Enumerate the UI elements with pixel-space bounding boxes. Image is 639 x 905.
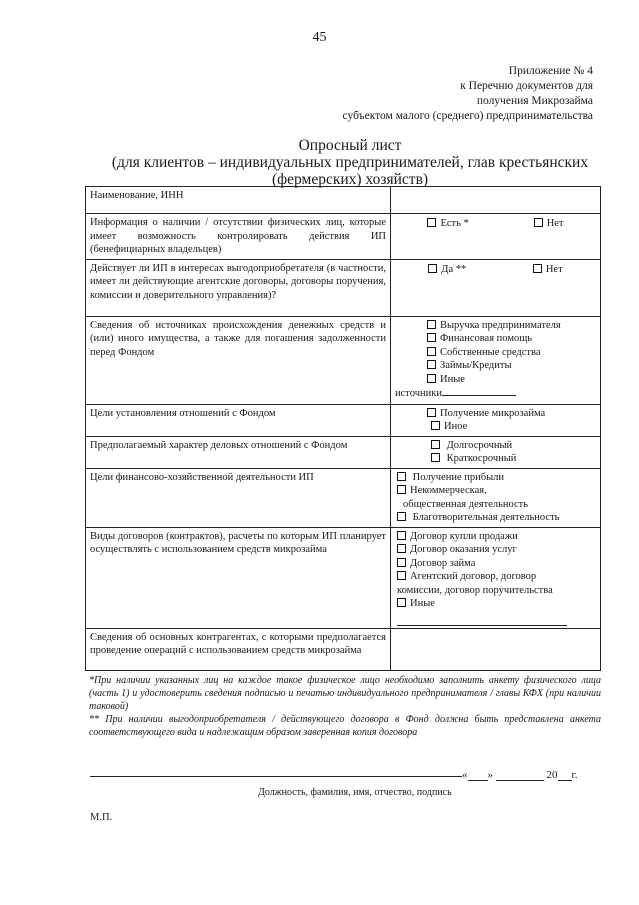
table-row [86, 404, 601, 436]
date-field[interactable]: « » 20 г. [462, 769, 578, 781]
option-agency-contract[interactable]: Агентский договор, договор [397, 570, 596, 584]
option-financial-aid[interactable]: Финансовая помощь [427, 332, 596, 346]
checkbox-icon[interactable] [397, 485, 406, 494]
table-row [86, 214, 601, 260]
checkbox-icon[interactable] [431, 440, 440, 449]
other-contract-line[interactable] [397, 613, 567, 626]
checkbox-icon[interactable] [427, 333, 436, 342]
table-row [86, 187, 601, 214]
option-other[interactable]: Иные [427, 373, 596, 387]
table-row [86, 628, 601, 670]
appendix-line: к Перечню документов для [460, 80, 593, 92]
option-profit[interactable]: Получение прибыли [397, 471, 596, 485]
checkbox-icon[interactable] [397, 512, 406, 521]
checkbox-icon[interactable] [427, 360, 436, 369]
option-charity[interactable]: Благотворительная деятельность [397, 511, 596, 525]
question-name-inn: Наименование, ИНН [86, 187, 391, 214]
checkbox-icon[interactable] [397, 544, 406, 553]
option-non-commercial[interactable]: Некоммерческая, [397, 484, 596, 498]
option-yes[interactable]: Есть * [427, 217, 468, 231]
option-get-microloan[interactable]: Получение микрозайма [427, 407, 596, 421]
answer-relationship-goals [391, 404, 601, 436]
question-relationship-nature: Предполагаемый характер деловых отношений с Фондом [86, 436, 391, 468]
footnote-1: *При наличии указанных лиц на каждое такое физическое лицо необходимо заполнить анкету физического лица (часть 1) и удостоверить сведения подписью и печатью индивидуального предпринимателя / главы КФХ (при наличии таковой) [89, 675, 601, 712]
checkbox-icon[interactable] [397, 531, 406, 540]
answer-counterparties-field[interactable] [391, 628, 601, 670]
checkbox-icon[interactable] [428, 264, 437, 273]
signature-line[interactable] [90, 776, 462, 777]
form-title [90, 137, 610, 188]
checkbox-icon[interactable] [431, 421, 440, 430]
table-row [86, 436, 601, 468]
option-sale-contract[interactable]: Договор купли продажи [397, 530, 596, 544]
question-business-goals: Цели финансово-хозяйственной деятельности ИП [86, 468, 391, 527]
footnotes [89, 674, 601, 739]
title-main: Опросный лист [298, 137, 402, 154]
appendix-line: субъектом малого (среднего) предпринимательства [342, 110, 593, 122]
table-row [86, 527, 601, 628]
answer-beneficiary [391, 259, 601, 316]
option-revenue[interactable]: Выручка предпринимателя [427, 319, 596, 333]
title-subtitle: (фермерских) хозяйств) [271, 171, 429, 188]
option-no[interactable]: Нет [533, 263, 563, 277]
option-non-commercial-cont: общественная деятельность [403, 498, 529, 510]
stamp-label: М.П. [90, 812, 113, 823]
option-loan-contract[interactable]: Договор займа [397, 557, 596, 571]
appendix-header [343, 64, 593, 124]
table-row [86, 259, 601, 316]
checkbox-icon[interactable] [431, 453, 440, 462]
appendix-line: Приложение № 4 [508, 65, 593, 77]
checkbox-icon[interactable] [427, 320, 436, 329]
checkbox-icon[interactable] [427, 218, 436, 227]
sources-line[interactable]: источники [395, 386, 596, 401]
checkbox-icon[interactable] [533, 264, 542, 273]
option-short-term[interactable]: Краткосрочный [431, 452, 596, 466]
answer-beneficial-owners [391, 214, 601, 260]
option-service-contract[interactable]: Договор оказания услуг [397, 543, 596, 557]
checkbox-icon[interactable] [427, 408, 436, 417]
checkbox-icon[interactable] [397, 558, 406, 567]
answer-business-goals [391, 468, 601, 527]
answer-name-inn-field[interactable] [391, 187, 601, 214]
table-row [86, 316, 601, 404]
page-number: 45 [312, 30, 327, 45]
answer-relationship-nature [391, 436, 601, 468]
option-yes[interactable]: Да ** [428, 263, 466, 277]
answer-contract-types [391, 527, 601, 628]
question-funds-sources: Сведения об источниках происхождения денежных средств и (или) иного имущества, а также для погашения задолженности перед Фондом [86, 316, 391, 404]
question-contract-types: Виды договоров (контрактов), расчеты по которым ИП планирует осуществлять с использованием средств микрозайма [86, 527, 391, 628]
title-subtitle: (для клиентов – индивидуальных предпринимателей, глав крестьянских [111, 154, 589, 171]
checkbox-icon[interactable] [397, 472, 406, 481]
option-loans[interactable]: Займы/Кредиты [427, 359, 596, 373]
checkbox-icon[interactable] [427, 374, 436, 383]
option-other-contract[interactable]: Иные [397, 597, 596, 611]
table-row [86, 468, 601, 527]
option-no[interactable]: Нет [534, 217, 564, 231]
question-beneficiary: Действует ли ИП в интересах выгодоприобретателя (в частности, имеет ли действующие агентские договоры, договоры поручения, комиссии и доверительного управления)? [86, 259, 391, 316]
answer-funds-sources [391, 316, 601, 404]
question-relationship-goals: Цели установления отношений с Фондом [86, 404, 391, 436]
footnote-2: ** При наличии выгодоприобретателя / действующего договора в Фонд должна быть представлена анкета соответствующего вида и надлежащим образом заверенная копия договора [89, 714, 601, 738]
option-long-term[interactable]: Долгосрочный [431, 439, 596, 453]
option-other-goal[interactable]: Иное [427, 420, 596, 434]
checkbox-icon[interactable] [427, 347, 436, 356]
questionnaire-table [85, 186, 601, 671]
appendix-line: получения Микрозайма [476, 95, 593, 107]
checkbox-icon[interactable] [534, 218, 543, 227]
option-agency-contract-cont: комиссии, договор поручительства [397, 584, 553, 596]
checkbox-icon[interactable] [397, 571, 406, 580]
option-own-funds[interactable]: Собственные средства [427, 346, 596, 360]
checkbox-icon[interactable] [397, 598, 406, 607]
signature-caption: Должность, фамилия, имя, отчество, подпись [258, 787, 452, 798]
question-beneficial-owners: Информация о наличии / отсутствии физических лиц, которые имеет возможность контролировать действия ИП (бенефициарных владельцев) [86, 214, 391, 260]
question-counterparties: Сведения об основных контрагентах, с которыми предполагается проведение операций с использованием средств микрозайма [86, 628, 391, 670]
